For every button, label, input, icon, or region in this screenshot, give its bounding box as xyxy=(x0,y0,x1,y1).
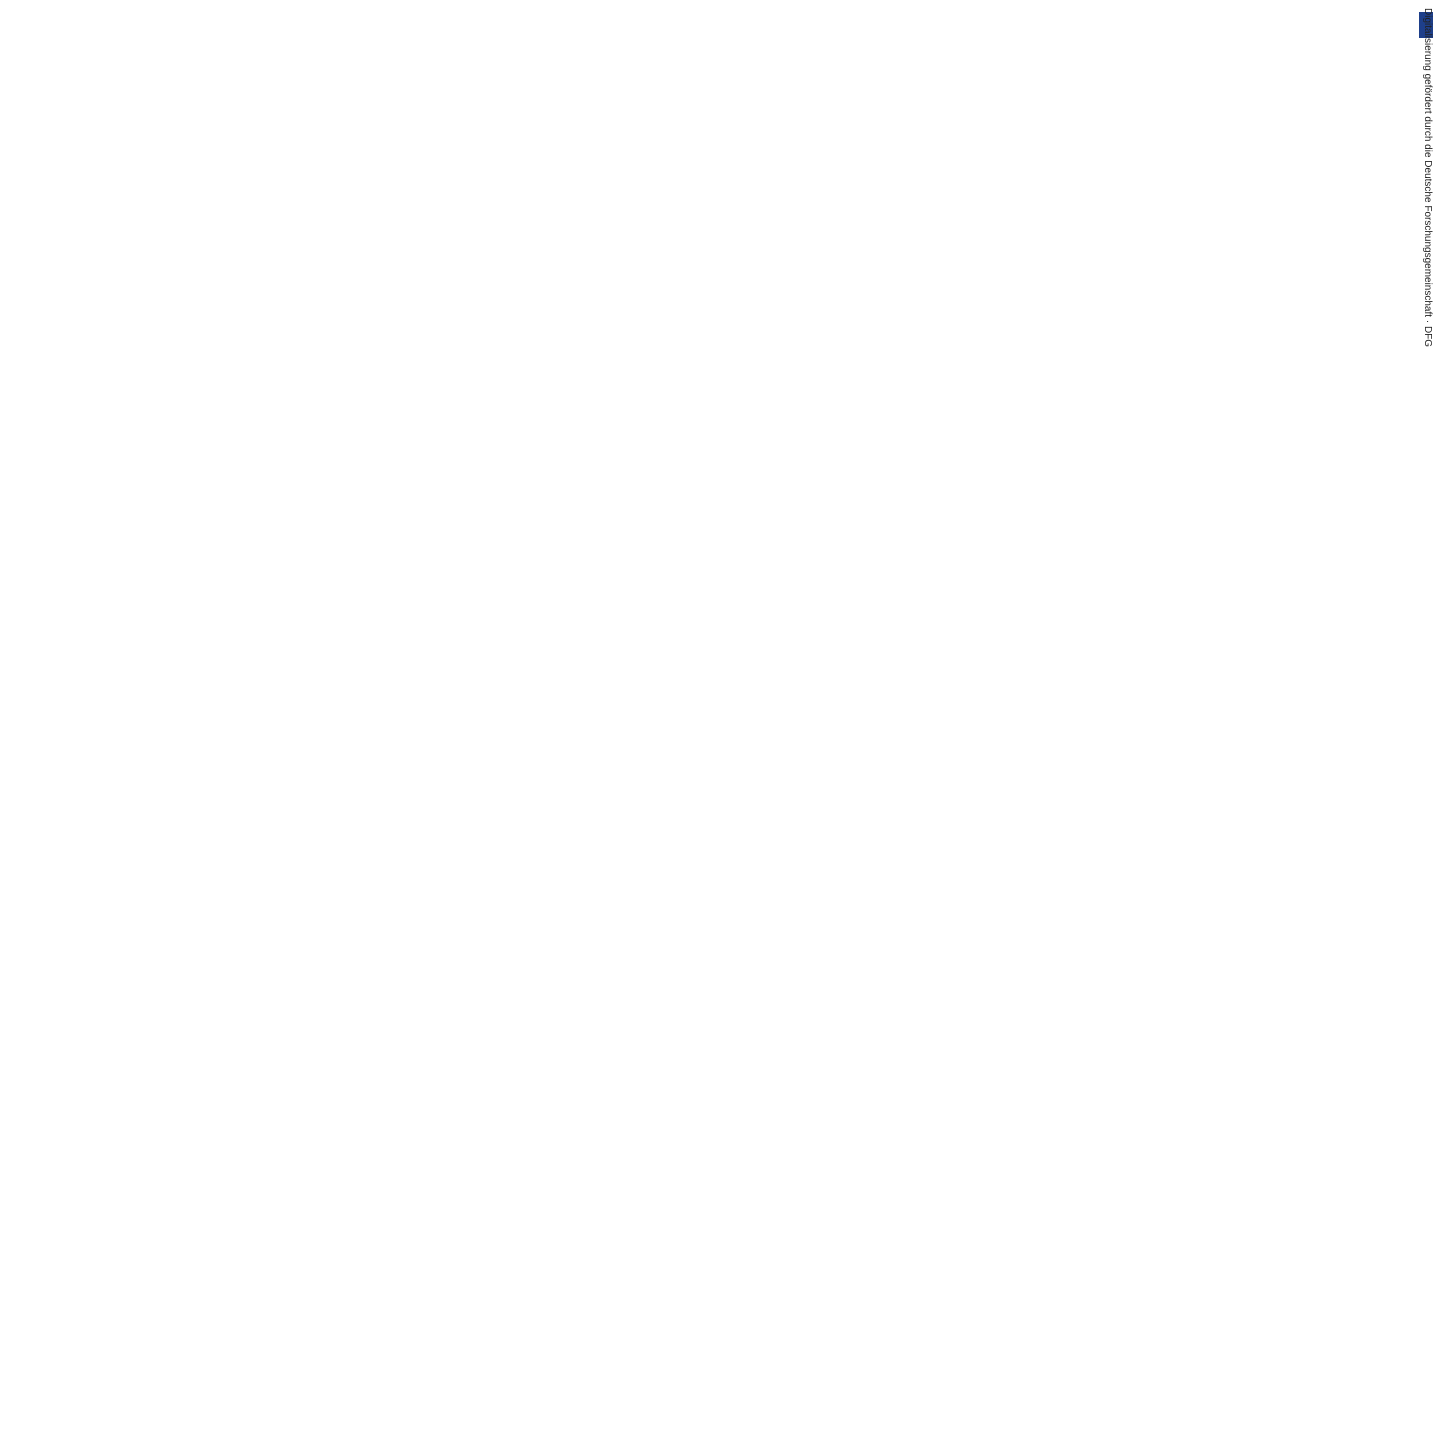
dfg-credit-text: Digitalisierung gefördert durch die Deutsche Forschungsgemeinschaft · DFG xyxy=(1422,8,1433,348)
dfg-credit xyxy=(1419,8,1433,988)
